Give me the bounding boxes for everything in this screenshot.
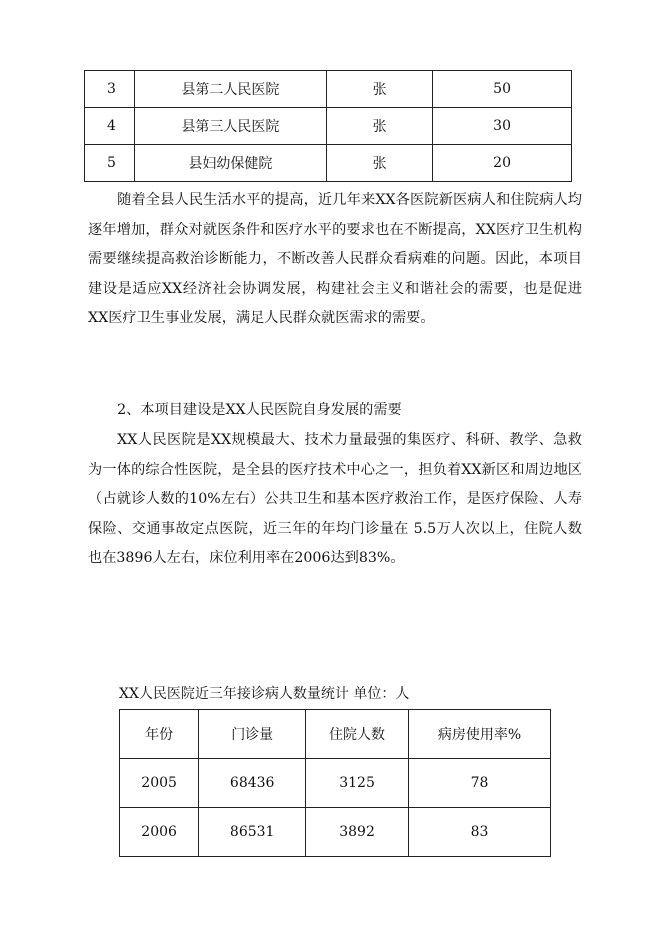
hospital-beds-table — [84, 70, 572, 182]
table-row — [85, 108, 572, 145]
table-row — [85, 71, 572, 108]
count-cell: 30 — [433, 108, 572, 145]
count-cell: 20 — [433, 145, 572, 182]
paragraph-development-need: 随着全县人民生活水平的提高，近几年来XX各医院新医病人和住院病人均逐年增加，群众对就医条件和医疗水平的要求也在不断提高，XX医疗卫生机构需要继续提高救治诊断能力，不断改善人民群众看病难的问题。因此，本项目建设是适应XX经济社会协调发展，构建社会主义和谐社会的需要，也是促进XX医疗卫生事业发展，满足人民群众就医需求的需要。 — [88, 192, 582, 327]
inpatient-cell: 3892 — [306, 808, 409, 857]
hospital-name: 县第二人民医院 — [134, 71, 326, 108]
section-heading: 2、本项目建设是XX人民医院自身发展的需要 — [117, 402, 402, 418]
hospital-name: 县妇幼保健院 — [134, 145, 326, 182]
column-header: 住院人数 — [306, 710, 409, 759]
unit-cell: 张 — [327, 71, 433, 108]
outpatient-cell: 86531 — [199, 808, 306, 857]
table-caption: XX人民医院近三年接诊病人数量统计 单位：人 — [119, 686, 410, 702]
row-number: 3 — [85, 71, 135, 108]
column-header: 年份 — [120, 710, 199, 759]
occupancy-cell: 83 — [408, 808, 550, 857]
occupancy-cell: 78 — [408, 759, 550, 808]
paragraph-hospital-profile: XX人民医院是XX规模最大、技术力量最强的集医疗、科研、教学、急救为一体的综合性医院，是全县的医疗技术中心之一，担负着XX新区和周边地区（占就诊人数的10%左右）公共卫生和基本医疗救治工作，是医疗保险、人寿保险、交通事故定点医院，近三年的年均门诊量在 5.5万人次以上，住院人数也在3896人左右，床位利用率在2006达到83%。 — [88, 432, 582, 567]
outpatient-cell: 68436 — [199, 759, 306, 808]
row-number: 5 — [85, 145, 135, 182]
table-row — [120, 759, 551, 808]
patient-statistics-table — [119, 709, 551, 857]
column-header: 门诊量 — [199, 710, 306, 759]
hospital-name: 县第三人民医院 — [134, 108, 326, 145]
year-cell: 2006 — [120, 808, 199, 857]
inpatient-cell: 3125 — [306, 759, 409, 808]
year-cell: 2005 — [120, 759, 199, 808]
table-row — [120, 808, 551, 857]
row-number: 4 — [85, 108, 135, 145]
column-header: 病房使用率% — [408, 710, 550, 759]
count-cell: 50 — [433, 71, 572, 108]
table-row — [85, 145, 572, 182]
unit-cell: 张 — [327, 145, 433, 182]
unit-cell: 张 — [327, 108, 433, 145]
table-header-row — [120, 710, 551, 759]
